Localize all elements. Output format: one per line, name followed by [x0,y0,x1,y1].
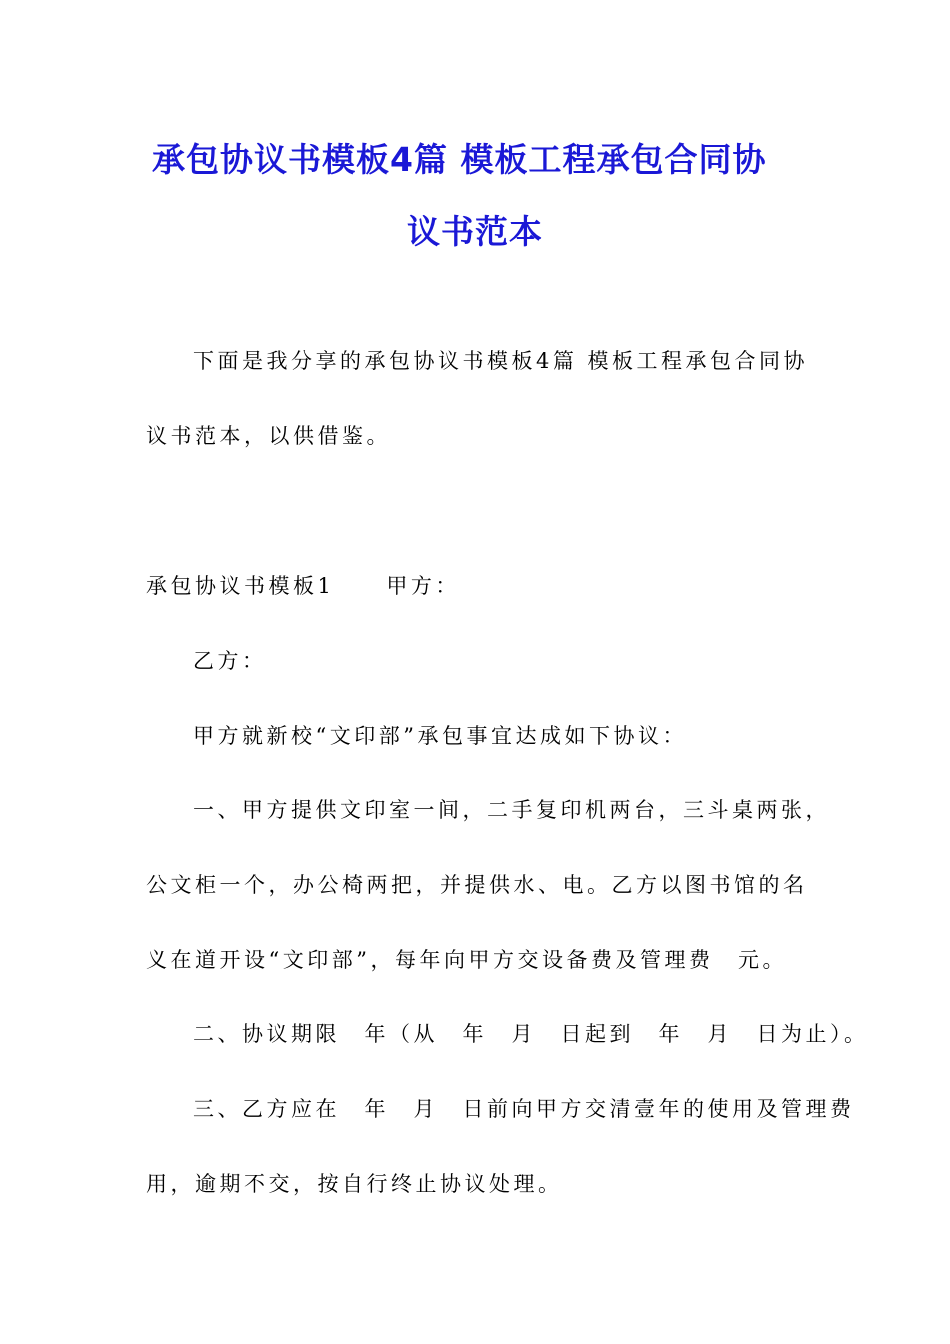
document-title-line-1: 承包协议书模板4篇 模板工程承包合同协 [152,140,767,179]
clause-1-line-2: 公文柜一个，办公椅两把，并提供水、电。乙方以图书馆的名 [146,873,808,897]
section-heading: 承包协议书模板1 [146,574,335,598]
clause-1-line-1: 一、甲方提供文印室一间，二手复印机两台，三斗桌两张， [193,798,830,822]
clause-3-line-2: 用，逾期不交，按自行终止协议处理。 [146,1172,563,1196]
intro-paragraph-line-2: 议书范本，以供借鉴。 [146,424,391,448]
clause-3-line-1: 三、乙方应在 年 月 日前向甲方交清壹年的使用及管理费 [193,1097,855,1121]
document-title-line-2: 议书范本 [407,212,543,251]
section-heading-line [146,570,460,600]
party-b-label: 乙方： [193,649,267,673]
clause-1-line-3: 义在道开设“文印部”，每年向甲方交设备费及管理费 元。 [146,948,787,972]
clause-2-paragraph: 二、协议期限 年（从 年 月 日起到 年 月 日为止）。 [193,1022,869,1046]
party-a-label: 甲方： [386,574,460,598]
preamble-paragraph: 甲方就新校“文印部”承包事宜达成如下协议： [193,724,687,748]
intro-paragraph-line-1: 下面是我分享的承包协议书模板4篇 模板工程承包合同协 [193,349,809,373]
